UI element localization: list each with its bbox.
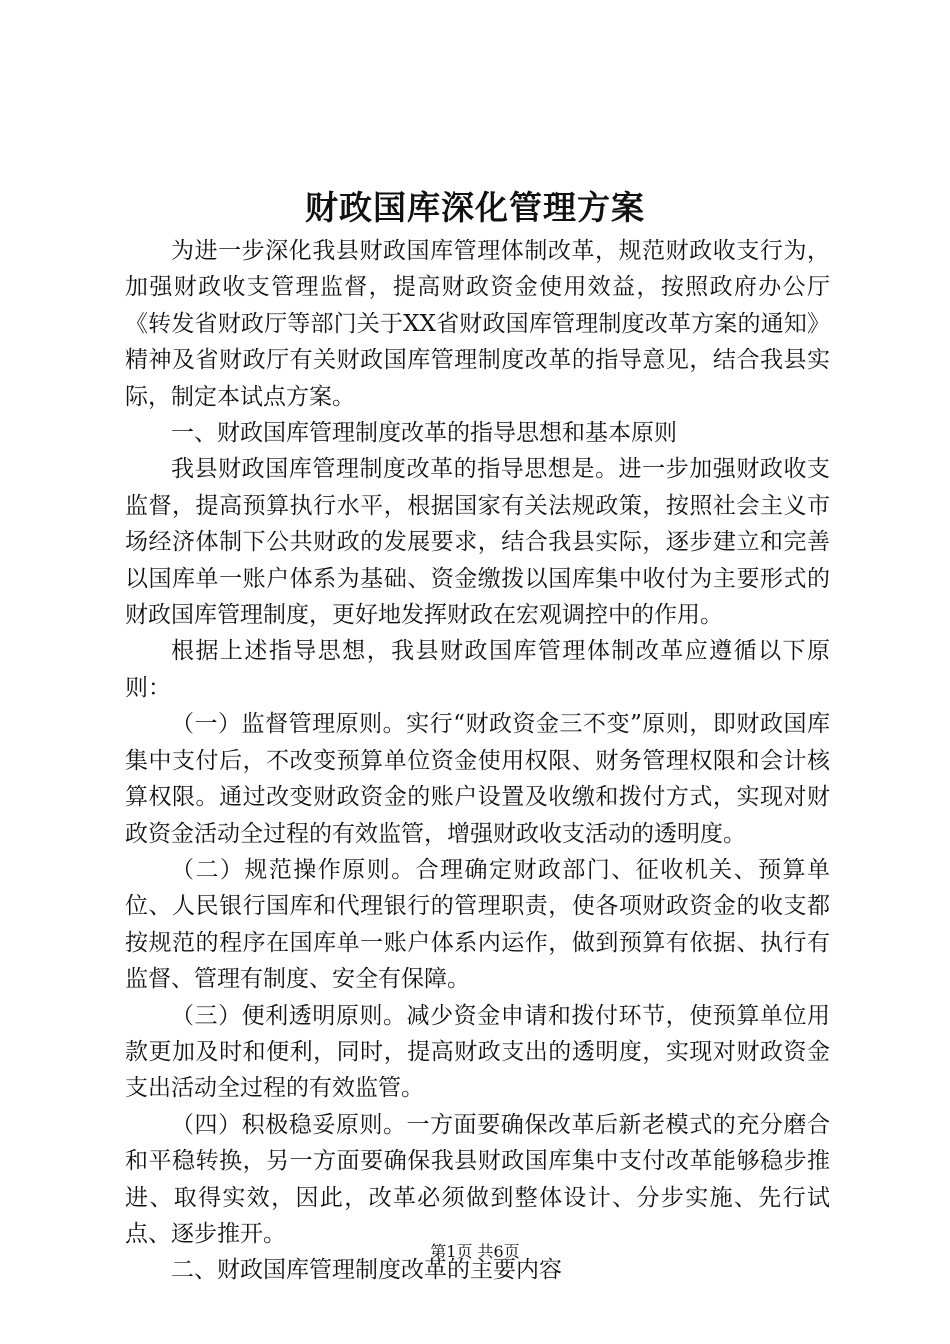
paragraph-guiding-thought: 我县财政国库管理制度改革的指导思想是。进一步加强财政收支监督，提高预算执行水平，根据国家有关法规政策，按照社会主义市场经济体制下公共财政的发展要求，结合我县实际，逐步建立和完善以国库单一账户体系为基础、资金缴拨以国库集中收付为主要形式的财政国库管理制度，更好地发挥财政在宏观调控中的作用。: [125, 456, 830, 629]
paragraph-principles-intro: 根据上述指导思想，我县财政国库管理体制改革应遵循以下原则：: [125, 638, 830, 701]
section-heading-2: 二、财政国库管理制度改革的主要内容: [171, 1257, 562, 1284]
document-title: 财政国库深化管理方案: [305, 188, 645, 227]
paragraph-principle-1: （一）监督管理原则。实行“财政资金三不变”原则，即财政国库集中支付后，不改变预算单位资金使用权限、财务管理权限和会计核算权限。通过改变财政资金的账户设置及收缴和拨付方式，实现对财政资金活动全过程的有效监管，增强财政收支活动的透明度。: [125, 711, 830, 847]
paragraph-principle-3: （三）便利透明原则。减少资金申请和拨付环节，使预算单位用款更加及时和便利，同时，提高财政支出的透明度，实现对财政资金支出活动全过程的有效监管。: [125, 1002, 830, 1102]
paragraph-principle-4: （四）积极稳妥原则。一方面要确保改革后新老模式的充分磨合和平稳转换，另一方面要确保我县财政国库集中支付改革能够稳步推进、取得实效，因此，改革必须做到整体设计、分步实施、先行试点、逐步推开。: [125, 1111, 830, 1247]
page-number-footer: 第1页 共6页: [430, 1242, 520, 1261]
document-body: [125, 233, 830, 1289]
section-heading-1: 一、财政国库管理制度改革的指导思想和基本原则: [171, 420, 677, 447]
paragraph-principle-2: （二）规范操作原则。合理确定财政部门、征收机关、预算单位、人民银行国库和代理银行的管理职责，使各项财政资金的收支都按规范的程序在国库单一账户体系内运作，做到预算有依据、执行有监督、管理有制度、安全有保障。: [125, 856, 830, 993]
paragraph-intro: 为进一步深化我县财政国库管理体制改革，规范财政收支行为，加强财政收支管理监督，提高财政资金使用效益，按照政府办公厅《转发省财政厅等部门关于XX省财政国库管理制度改革方案的通知》精神及省财政厅有关财政国库管理制度改革的指导意见，结合我县实际，制定本试点方案。: [125, 238, 830, 410]
